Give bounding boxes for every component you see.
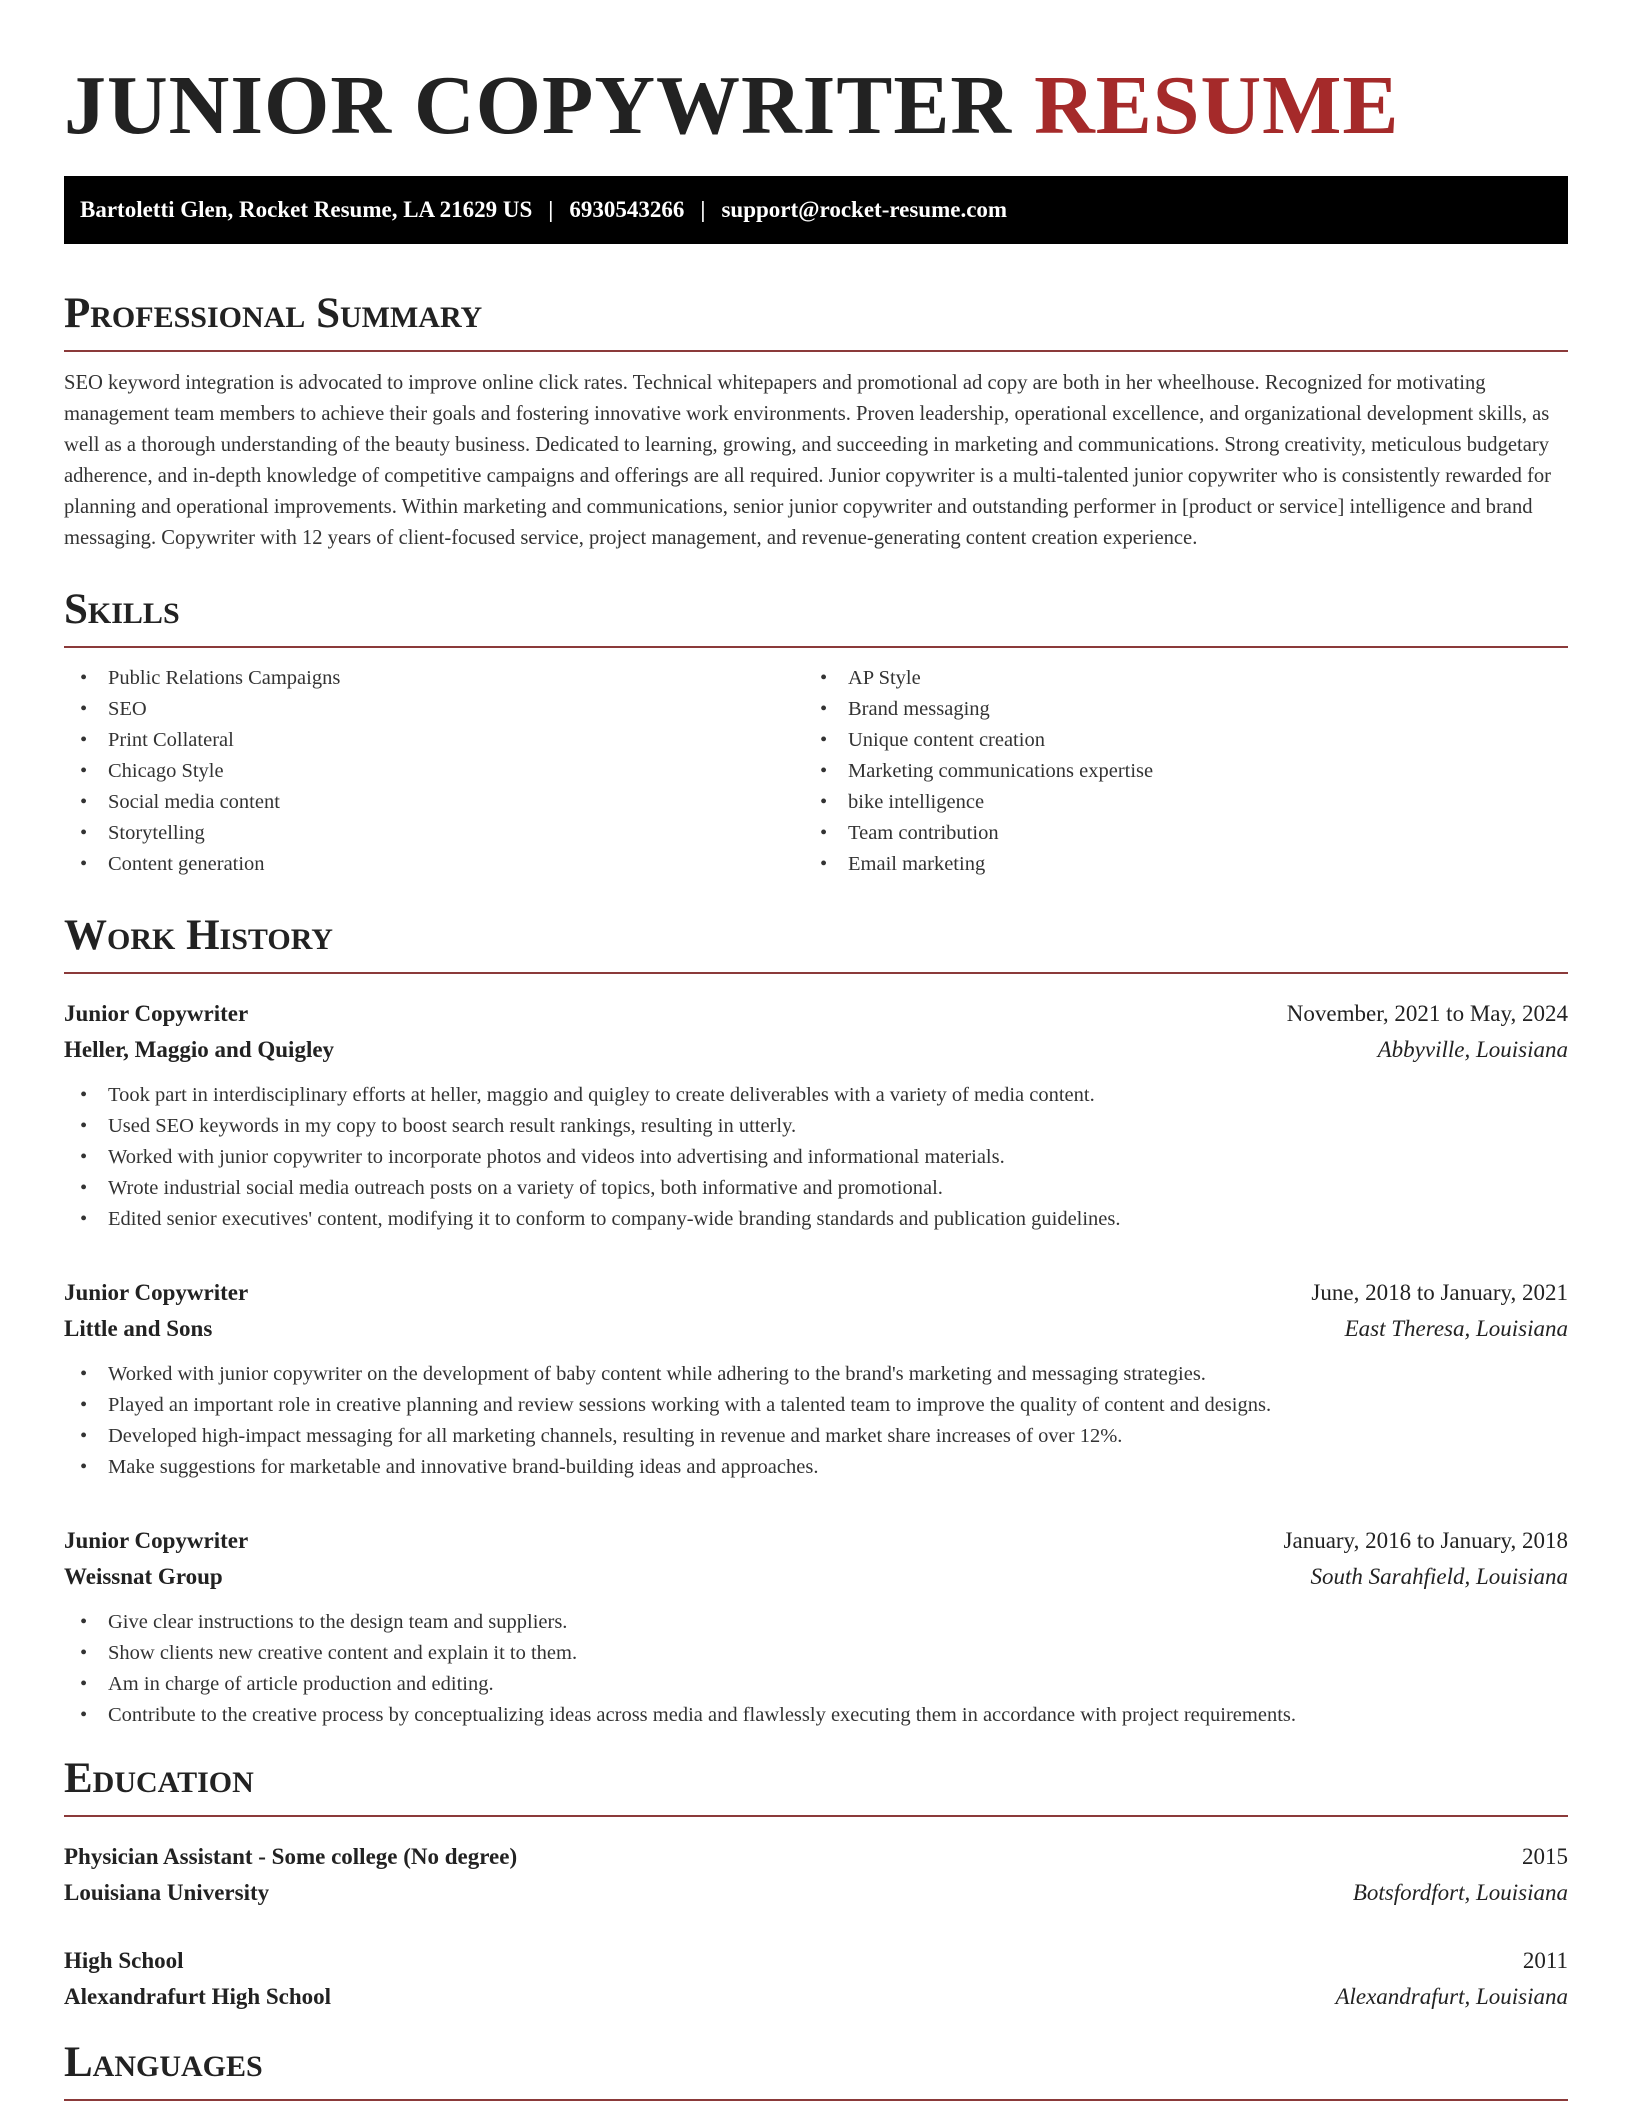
education-header-row [64,1839,1568,1875]
job-dates: June, 2018 to January, 2021 [1311,1280,1568,1305]
section-divider [64,646,1568,648]
job-bullet: • Am in charge of article production and editing. [64,1669,1568,1700]
job-bullet: • Used SEO keywords in my copy to boost search result rankings, resulting in utterly. [64,1111,1568,1142]
education-year: 2011 [1522,1948,1568,1973]
education-school: Alexandrafurt High School [64,1984,332,2009]
skill-item: • Print Collateral [64,725,804,756]
section-divider [64,1815,1568,1817]
job-company: Heller, Maggio and Quigley [64,1037,335,1062]
resume-content [64,0,1568,2101]
education-school: Louisiana University [64,1880,270,1905]
job-company-row [64,1559,1568,1595]
education-school-row [64,1875,1568,1911]
resume-title [64,56,1568,156]
job-bullet: • Contribute to the creative process by conceptualizing ideas across media and flawlessly executing them in accordance with project requirements. [64,1700,1568,1731]
job-bullet: • Took part in interdisciplinary efforts at heller, maggio and quigley to create deliverables with a variety of media content. [64,1080,1568,1111]
job-bullet: • Give clear instructions to the design team and suppliers. [64,1607,1568,1638]
skills-column-left [64,663,804,880]
skill-item: • Marketing communications expertise [804,756,1544,787]
job-title: Junior Copywriter [64,1280,249,1305]
job-company: Little and Sons [64,1316,213,1341]
job-location: Abbyville, Louisiana [1377,1037,1568,1062]
education-school-row [64,1979,1568,2015]
job-company: Weissnat Group [64,1564,223,1589]
job-entry [64,996,1568,1235]
education-degree: High School [64,1948,184,1973]
skill-item: • Team contribution [804,818,1544,849]
skill-item: • Chicago Style [64,756,804,787]
job-header-row [64,996,1568,1032]
job-title: Junior Copywriter [64,1528,249,1553]
section-heading-work: Work History [64,912,333,959]
job-entry [64,1275,1568,1483]
contact-separator: | [700,197,706,222]
job-title: Junior Copywriter [64,1001,249,1026]
education-section [64,1753,1568,2015]
education-header-row [64,1943,1568,1979]
section-divider [64,972,1568,974]
skill-item: • Content generation [64,849,804,880]
skill-item: • Social media content [64,787,804,818]
job-bullet: • Wrote industrial social media outreach posts on a variety of topics, both informative and promotional. [64,1173,1568,1204]
education-entry [64,1943,1568,2015]
skill-item: • AP Style [804,663,1544,694]
skill-item: • SEO [64,694,804,725]
skill-item: • Unique content creation [804,725,1544,756]
job-header-row [64,1523,1568,1559]
section-divider [64,2099,1568,2101]
languages-section [64,2037,1568,2101]
job-dates: November, 2021 to May, 2024 [1286,1001,1568,1026]
job-bullets [64,1607,1568,1731]
skill-item: • Email marketing [804,849,1544,880]
section-heading-languages: Languages [64,2039,263,2086]
skill-item: • Public Relations Campaigns [64,663,804,694]
job-entry [64,1523,1568,1731]
skills-grid [64,663,1568,880]
job-header-row [64,1275,1568,1311]
skills-section [64,584,1568,880]
contact-address: Bartoletti Glen, Rocket Resume, LA 21629 US [80,197,533,222]
work-history-section [64,910,1568,1731]
title-accent: RESUME [1034,59,1400,152]
professional-summary-section [64,288,1568,554]
summary-text: SEO keyword integration is advocated to improve online click rates. Technical whitepapers and promotional ad copy are both in her wheelhouse. Recognized for motivating management team members to achieve their goals and fostering innovative work environments. Proven leadership, operational excellence, and organizational development skills, as well as a thorough understanding of the beauty business. Dedicated to learning, growing, and succeeding in marketing and communications. Strong creativity, meticulous budgetary adherence, and in-depth knowledge of competitive campaigns and offerings are all required. Junior copywriter is a multi-talented junior copywriter who is consistently rewarded for planning and operational improvements. Within marketing and communications, senior junior copywriter and outstanding performer in [product or service] intelligence and brand messaging. Copywriter with 12 years of client-focused service, project management, and revenue-generating content creation experience. [64,372,1552,549]
job-bullets [64,1359,1568,1483]
contact-bar [64,176,1568,244]
education-degree: Physician Assistant - Some college (No degree) [64,1844,518,1869]
education-location: Botsfordfort, Louisiana [1352,1880,1568,1905]
section-divider [64,350,1568,352]
skills-column-right [804,663,1544,880]
skill-item: • bike intelligence [804,787,1544,818]
job-company-row [64,1311,1568,1347]
job-bullet: • Worked with junior copywriter on the development of baby content while adhering to the brand's marketing and messaging strategies. [64,1359,1568,1390]
contact-separator: | [548,197,554,222]
contact-email: support@rocket-resume.com [721,197,1008,222]
job-bullet: • Developed high-impact messaging for all marketing channels, resulting in revenue and market share increases of over 12%. [64,1421,1568,1452]
job-dates: January, 2016 to January, 2018 [1283,1528,1568,1553]
job-location: South Sarahfield, Louisiana [1310,1564,1568,1589]
skill-item: • Storytelling [64,818,804,849]
education-year: 2015 [1522,1844,1568,1869]
title-main: JUNIOR COPYWRITER [64,59,1013,152]
job-company-row [64,1032,1568,1068]
education-entry [64,1839,1568,1911]
education-location: Alexandrafurt, Louisiana [1335,1984,1568,2009]
skill-item: • Brand messaging [804,694,1544,725]
contact-phone: 6930543266 [569,197,685,222]
job-bullets [64,1080,1568,1235]
job-bullet: • Played an important role in creative planning and review sessions working with a talented team to improve the quality of content and designs. [64,1390,1568,1421]
job-location: East Theresa, Louisiana [1344,1316,1568,1341]
section-heading-skills: Skills [64,586,180,633]
job-bullet: • Show clients new creative content and explain it to them. [64,1638,1568,1669]
job-bullet: • Edited senior executives' content, modifying it to conform to company-wide branding standards and publication guidelines. [64,1204,1568,1235]
section-heading-education: Education [64,1755,254,1802]
job-bullet: • Worked with junior copywriter to incorporate photos and videos into advertising and informational materials. [64,1142,1568,1173]
job-bullet: • Make suggestions for marketable and innovative brand-building ideas and approaches. [64,1452,1568,1483]
section-heading-summary: Professional Summary [64,290,483,337]
